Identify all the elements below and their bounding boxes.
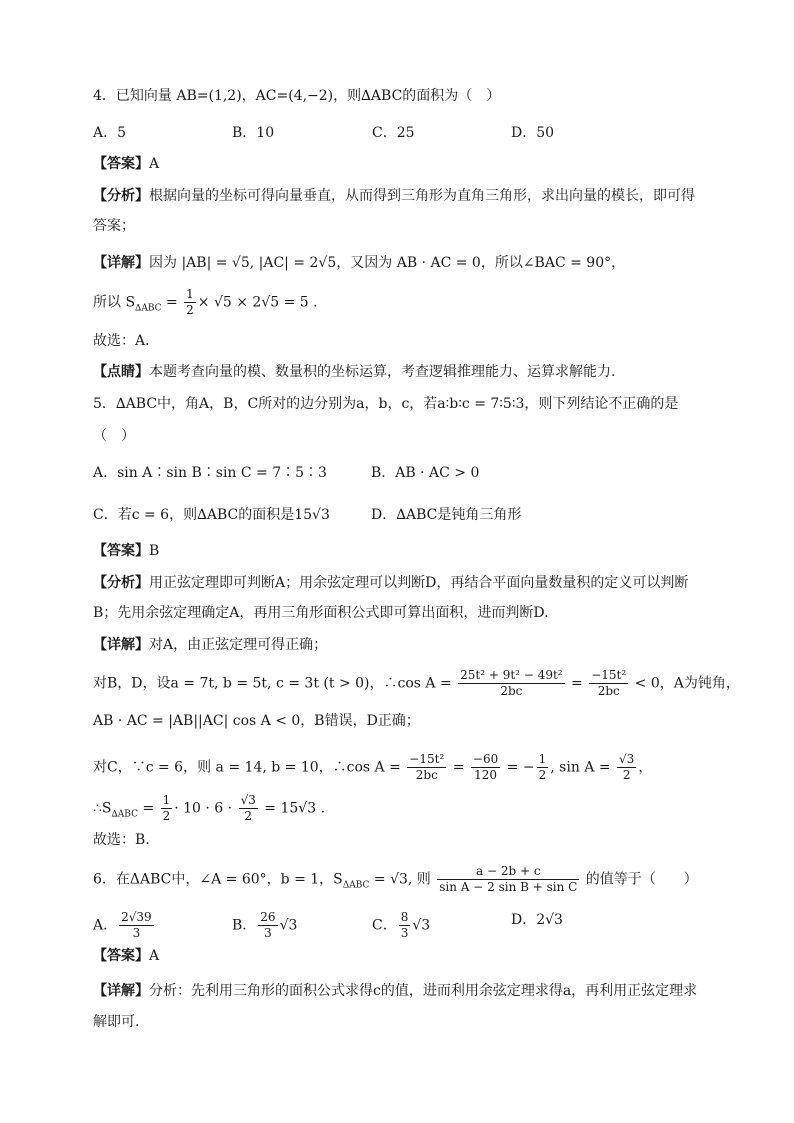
q4-detail-line2 [93,287,318,318]
q6-option-b [232,910,297,941]
q6-detail-line2: 解即可. [93,1014,140,1030]
q5-analysis-line1 [93,573,688,593]
denominator: 3 [264,926,272,940]
q4-detail-line1 [93,253,625,273]
comment-tag: 【点睛】 [93,364,149,380]
q6-option-a [93,910,156,941]
equals-neg: = − [502,759,535,776]
cos-setup: 对B，D，设a = 7t, b = 5t, c = 3t (t > 0)，∴cos A = [93,675,457,692]
q6-option-c [372,910,430,941]
denominator: sin A − 2 sin B + sin C [439,880,578,894]
option-fraction [399,910,411,941]
answer-tag: 【答案】 [93,543,149,559]
area-expression: × √5 × 2√5 = 5 . [197,294,318,311]
denominator: 3 [132,926,141,940]
denominator: 2 [538,768,547,782]
frac-c [537,752,549,783]
detail-text: 对A，由正弦定理可得正确； [149,637,328,653]
detail-text: 因为 |AB| = √5, |AC| = 2√5，又因为 AB · AC = 0，所以∠BAC = 90°， [149,255,626,271]
q4-choose: 故选：A． [93,333,160,349]
fraction-half [184,287,196,318]
option-radical: √3 [412,917,431,934]
q4-analysis-line1 [93,186,695,206]
stem-end: 的值等于（ ） [581,871,698,888]
denominator: 2 [622,768,631,782]
analysis-tag: 【分析】 [93,575,149,591]
option-letter: B． [232,917,257,934]
q6-detail-line1 [93,981,697,1001]
q4-option-a: A．5 [93,125,127,141]
q5-choose: 故选：B. [93,832,150,848]
numerator: 8 [400,910,409,924]
q5-option-a: A．sin A∶sin B∶sin C = 7∶5∶3 [93,465,327,481]
numerator: 25t² + 9t² − 49t² [460,668,563,682]
denominator: 2bc [597,684,620,698]
equals: = [448,759,469,776]
numerator: −15t² [591,668,627,682]
q4-analysis-line2: 答案； [93,218,135,234]
frac-d [617,752,636,783]
answer-value: B [149,543,160,559]
c-setup: 对C，∵c = 6，则 a = 14, b = 10，∴cos A = [93,759,406,776]
q5-answer [93,541,159,561]
area-label: ∴S [93,800,112,817]
comment-text: 本题考查向量的模、数量积的坐标运算，考查逻辑推理能力、运算求解能力. [149,364,616,380]
denominator: 2 [244,809,253,823]
q6-answer [93,946,159,966]
numerator: a − 2b + c [437,864,579,880]
q4-comment [93,362,615,382]
q4-answer [93,154,159,174]
area-subscript: ΔABC [342,880,370,891]
numerator: 1 [162,793,171,807]
equals: = [137,800,159,817]
sin-label: , sin A = [550,759,616,776]
numerator: −60 [472,752,499,766]
analysis-tag: 【分析】 [93,188,149,204]
option-letter: C． [372,917,397,934]
numerator: −15t² [409,752,445,766]
q5-stem-line1: 5．∆ABC中，角A，B，C所对的边分别为a，b，c，若a∶b∶c = 7∶5∶3，则下列结论不正确的是 [93,396,679,412]
frac-b [471,752,500,783]
answer-value: A [149,948,160,964]
numerator: √3 [619,752,635,766]
option-letter: A． [93,917,118,934]
numerator: 2√39 [121,910,152,924]
analysis-text: 用正弦定理即可判断A；用余弦定理可以判断D，再结合平面向量数量积的定义可以判断 [149,575,689,591]
stem-mid: = √3, 则 [369,871,436,888]
detail-tag: 【详解】 [93,255,149,271]
q6-option-d: D．2√3 [511,912,563,928]
q4-option-c: C．25 [372,125,415,141]
option-fraction [258,910,277,941]
option-fraction [119,910,154,941]
analysis-text: 根据向量的坐标可得向量垂直，从而得到三角形为直角三角形，求出向量的模长，即可得 [149,188,695,204]
numerator: 1 [186,287,194,301]
cos-conclusion: < 0，A为钝角， [630,675,740,692]
answer-tag: 【答案】 [93,948,149,964]
q5-stem-line2: （ ） [93,428,135,444]
detail-tag: 【详解】 [93,983,149,999]
area-label: 所以 S [93,294,136,311]
q4-stem: 4．已知向量 AB=(1,2)，AC=(4,−2)，则∆ABC的面积为（ ） [93,88,501,104]
area-subscript: ∆ABC [111,809,138,820]
q5-option-d: D．∆ABC是钝角三角形 [371,507,522,523]
numerator: √3 [240,793,256,807]
denominator: 2bc [500,684,523,698]
frac-half [161,793,173,824]
q5-detail-line5 [93,793,325,824]
cos-fraction-2 [589,668,628,699]
answer-tag: 【答案】 [93,156,149,172]
stem-text: 6．在ΔABC中，∠A = 60°，b = 1，S [93,871,343,888]
q5-detail-line2 [93,668,740,699]
area-result: = 15√3 . [259,800,326,817]
denominator: 3 [400,926,409,940]
detail-text: 分析：先利用三角形的面积公式求得c的值，进而利用余弦定理求得a，再利用正弦定理求 [149,983,698,999]
q6-stem [93,864,698,895]
product: · 10 · 6 · [174,800,237,817]
numerator: 1 [538,752,547,766]
q5-detail-line4 [93,752,652,783]
line-end: ， [638,759,653,776]
q5-option-c: C．若c = 6，则∆ABC的面积是15√3 [93,507,330,523]
q5-detail-line1 [93,635,327,655]
equals: = [161,294,183,311]
stem-fraction [437,864,579,895]
q5-detail-line3: AB · AC = |AB||AC| cos A < 0，B错误，D正确； [93,713,420,729]
denominator: 120 [474,768,498,782]
area-subscript: ∆ABC [135,303,162,314]
frac-a [407,752,446,783]
q5-option-b: B．AB · AC > 0 [371,465,480,481]
q5-analysis-line2: B；先用余弦定理确定A，再用三角形面积公式即可算出面积，进而判断D. [93,605,549,621]
answer-value: A [149,156,160,172]
denominator: 2 [186,303,194,317]
q4-option-b: B．10 [232,125,275,141]
frac-root3-half [239,793,258,824]
q4-option-d: D．50 [511,125,555,141]
denominator: 2bc [415,768,438,782]
option-radical: √3 [279,917,298,934]
numerator: 26 [260,910,276,924]
detail-tag: 【详解】 [93,637,149,653]
denominator: 2 [162,809,171,823]
equals: = [566,675,588,692]
cos-fraction-1 [458,668,564,699]
